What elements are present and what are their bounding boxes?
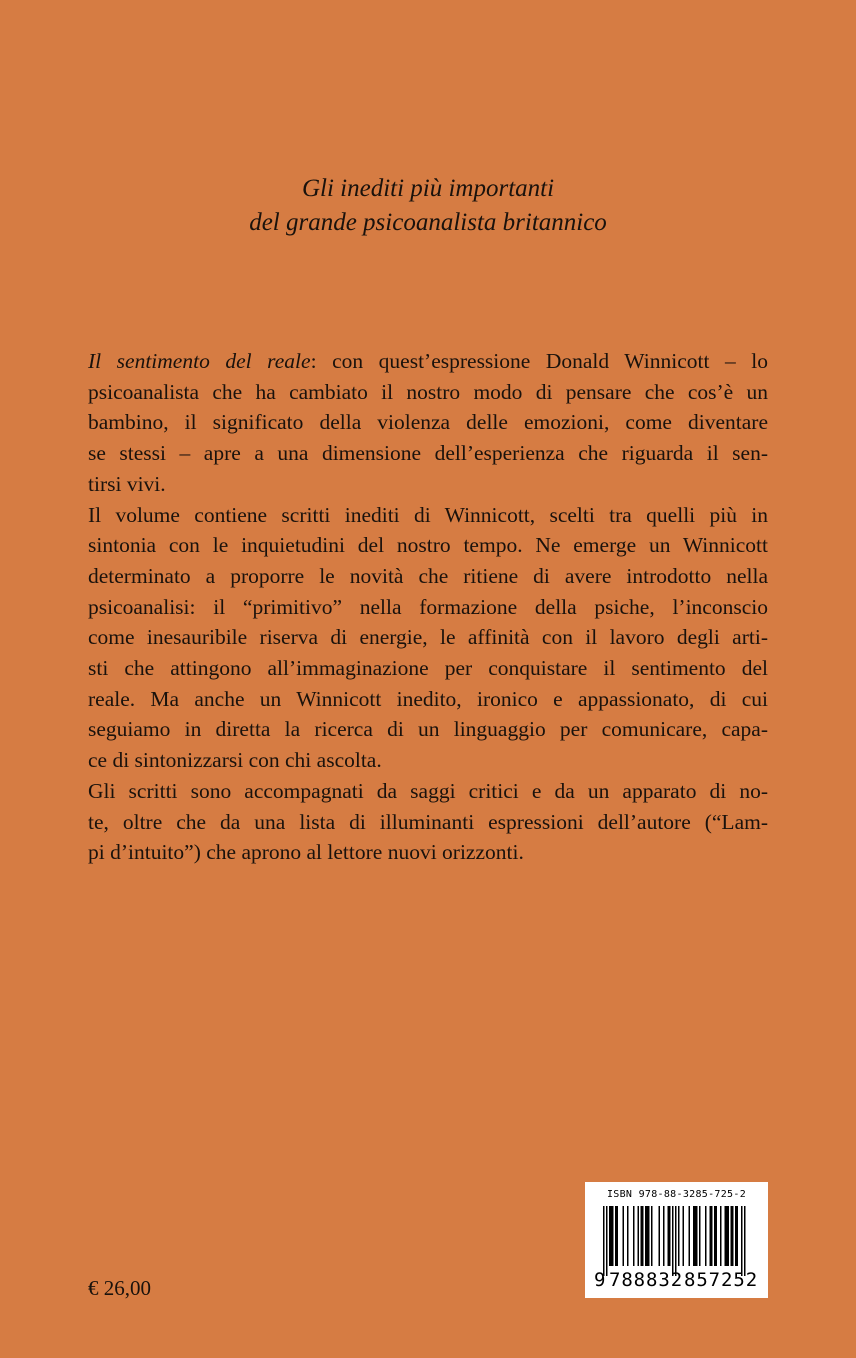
barcode-bar [741, 1206, 743, 1276]
barcode-bar [710, 1206, 712, 1266]
barcode-bars [593, 1206, 760, 1278]
blurb-line: reale. Ma anche un Winnicott inedito, ironico e appassionato, di cui [88, 686, 768, 711]
barcode-bar [659, 1206, 661, 1266]
barcode-bar [737, 1206, 739, 1266]
blurb-paragraph-2 [88, 500, 768, 776]
barcode-bar [720, 1206, 722, 1266]
blurb-line: bambino, il significato della violenza delle emozioni, come diventare [88, 410, 768, 435]
barcode-bar [696, 1206, 698, 1266]
blurb-line: se stessi – apre a una dimensione dell’esperienza che riguarda il sen- [88, 441, 768, 466]
blurb [88, 346, 768, 868]
barcode-bar [683, 1206, 685, 1266]
barcode-bar [633, 1206, 635, 1266]
blurb-line: sti che attingono all’immaginazione per conquistare il sentimento del [88, 656, 768, 681]
barcode-bar [689, 1206, 691, 1266]
blurb-line: determinato a proporre le novità che ritiene di avere introdotto nella [88, 563, 768, 588]
book-title: Il sentimento del reale [88, 349, 311, 373]
barcode-bar [735, 1206, 737, 1266]
tagline-line-2: del grande psicoanalista britannico [249, 209, 607, 236]
barcode-bar [728, 1206, 730, 1266]
blurb-line-text: : con quest’espressione Donald Winnicott – lo [310, 349, 768, 373]
blurb-line: tirsi vivi. [88, 471, 166, 496]
blurb-line: ce di sintonizzarsi con chi ascolta. [88, 748, 382, 773]
barcode-bar [623, 1206, 625, 1266]
barcode-bar [672, 1206, 674, 1276]
barcode-bar [669, 1206, 671, 1266]
isbn-label: ISBN 978-88-3285-725-2 [606, 1189, 747, 1200]
barcode-bar [711, 1206, 713, 1266]
barcode-bar [695, 1206, 697, 1266]
blurb-line: te, oltre che da una lista di illuminanti espressioni dell’autore (“Lam- [88, 809, 768, 834]
ean-left-group: 788832 [609, 1269, 684, 1291]
barcode-bar [732, 1206, 734, 1266]
barcode-bar [675, 1206, 677, 1276]
barcode-bar [627, 1206, 629, 1266]
barcode-bar [615, 1206, 617, 1266]
barcode-bar [678, 1206, 680, 1266]
barcode-bar [648, 1206, 650, 1266]
blurb-paragraph-3 [88, 776, 768, 868]
barcode-bar [699, 1206, 701, 1266]
barcode-bar [651, 1206, 653, 1266]
barcode-bar [611, 1206, 613, 1266]
barcode-bar [606, 1206, 608, 1276]
blurb-paragraph-1 [88, 346, 768, 500]
barcode-bar [725, 1206, 727, 1266]
barcode-bar [645, 1206, 647, 1266]
blurb-line: sintonia con le inquietudini del nostro tempo. Ne emerge un Winnicott [88, 533, 768, 558]
blurb-line: Gli scritti sono accompagnati da saggi critici e da un apparato di no- [88, 778, 768, 803]
barcode-bar [744, 1206, 746, 1276]
blurb-line: psicoanalisi: il “primitivo” nella formazione della psiche, l’inconscio [88, 594, 768, 619]
barcode-bar [642, 1206, 644, 1266]
price: € 26,00 [88, 1276, 151, 1300]
barcode-bar [726, 1206, 728, 1266]
barcode-bar [731, 1206, 733, 1266]
blurb-line: psicoanalista che ha cambiato il nostro modo di pensare che cos’è un [88, 379, 768, 404]
tagline [0, 172, 856, 240]
barcode-bar [705, 1206, 707, 1266]
barcode-bar [641, 1206, 643, 1266]
tagline-line-1: Gli inediti più importanti [301, 175, 555, 202]
blurb-line: seguiamo in diretta la ricerca di un linguaggio per comunicare, capa- [88, 717, 768, 742]
blurb-line: pi d’intuito”) che aprono al lettore nuovi orizzonti. [88, 840, 524, 865]
barcode-bar [617, 1206, 619, 1266]
ean-right-group: 857252 [684, 1269, 759, 1291]
blurb-line: come inesauribile riserva di energie, le affinità con il lavoro degli arti- [88, 625, 768, 650]
barcode [585, 1182, 768, 1298]
barcode-bar [714, 1206, 716, 1266]
blurb-line: Il volume contiene scritti inediti di Winnicott, scelti tra quelli più in [88, 502, 768, 527]
ean-number [585, 1269, 768, 1291]
blurb-line [88, 346, 768, 377]
barcode-bar [663, 1206, 665, 1266]
barcode-bar [716, 1206, 718, 1266]
ean-first-digit: 9 [594, 1269, 606, 1291]
barcode-bar [612, 1206, 614, 1266]
barcode-bar [693, 1206, 695, 1266]
barcode-bar [638, 1206, 640, 1266]
barcode-bar [647, 1206, 649, 1266]
barcode-bar [609, 1206, 611, 1266]
barcode-bar [668, 1206, 670, 1266]
barcode-bar [603, 1206, 605, 1276]
